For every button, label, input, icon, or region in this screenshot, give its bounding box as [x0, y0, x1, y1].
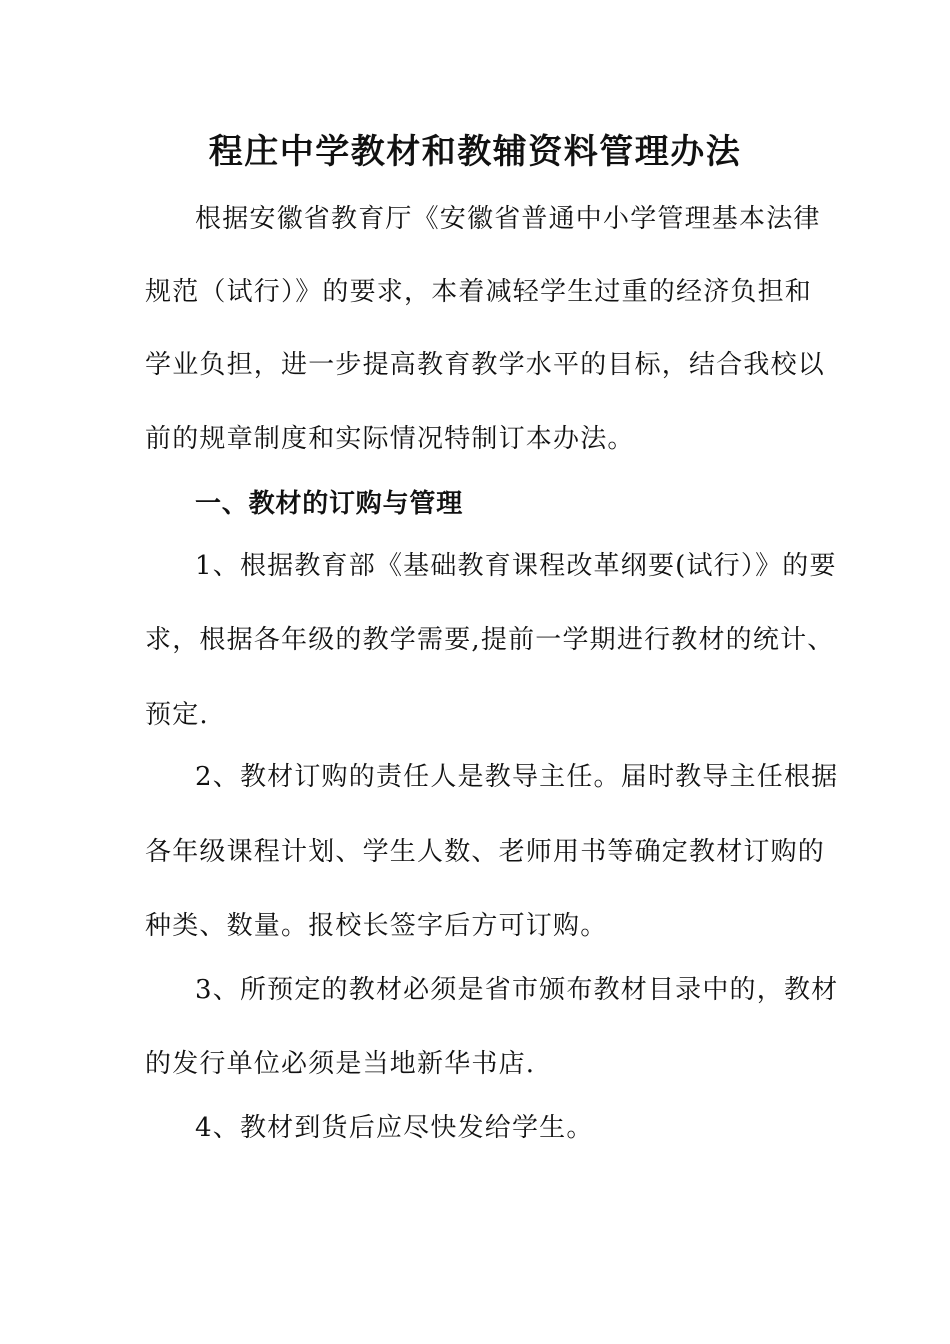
- item-2-line-1: 2、教材订购的责任人是教导主任。届时教导主任根据: [195, 762, 839, 792]
- intro-line-2: 规范（试行）》的要求，本着减轻学生过重的经济负担和: [145, 277, 813, 307]
- intro-line-3: 学业负担，进一步提高教育教学水平的目标，结合我校以: [145, 350, 826, 380]
- intro-line-4: 前的规章制度和实际情况特制订本办法。: [145, 424, 635, 454]
- document-title: 程庄中学教材和教辅资料管理办法: [208, 132, 742, 172]
- intro-line-1: 根据安徽省教育厅《安徽省普通中小学管理基本法律: [195, 204, 821, 234]
- section-heading: 一、教材的订购与管理: [195, 489, 464, 519]
- item-1-line-1: 1、根据教育部《基础教育课程改革纲要(试行）》的要: [195, 551, 837, 581]
- item-2-line-2: 各年级课程计划、学生人数、老师用书等确定教材订购的: [145, 837, 826, 867]
- item-2-line-3: 种类、数量。报校长签字后方可订购。: [145, 911, 608, 941]
- item-1-line-3: 预定.: [145, 700, 209, 730]
- item-3-line-2: 的发行单位必须是当地新华书店.: [145, 1049, 536, 1079]
- item-4-line-1: 4、教材到货后应尽快发给学生。: [195, 1113, 594, 1143]
- item-1-line-2: 求，根据各年级的教学需要,提前一学期进行教材的统计、: [145, 625, 835, 655]
- item-3-line-1: 3、所预定的教材必须是省市颁布教材目录中的，教材: [195, 975, 839, 1005]
